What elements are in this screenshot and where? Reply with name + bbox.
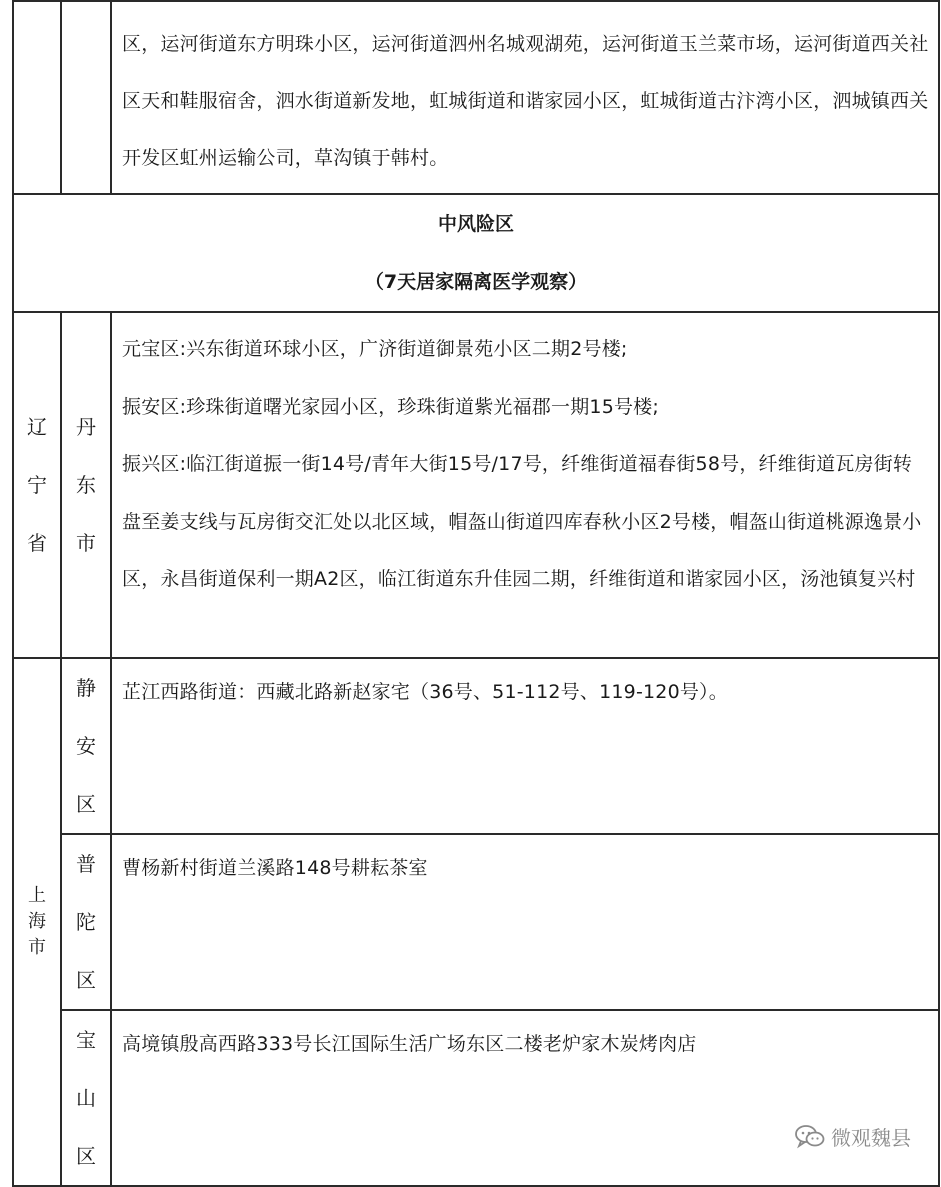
watermark-text: 微观魏县: [831, 1126, 911, 1150]
district-putuo: 普 陀 区: [61, 834, 111, 1010]
section-header-row: [13, 194, 939, 312]
area-line-yuanbao: 元宝区:兴东街道环球小区，广济街道御景苑小区二期2号楼;: [122, 338, 628, 360]
watermark: [795, 1122, 911, 1151]
province-shanghai: 上 海 市: [13, 658, 61, 1186]
wechat-icon: [795, 1124, 825, 1150]
baoshan-areas: 高境镇殷高西路333号长江国际生活广场东区二楼老炉家木炭烤肉店: [111, 1010, 939, 1186]
shanghai-jingan-row: [13, 658, 939, 834]
shanghai-baoshan-row: [13, 1010, 939, 1186]
empty-province-cell: [13, 1, 61, 194]
district-jingan: 静 安 区: [61, 658, 111, 834]
putuo-areas: 曹杨新村街道兰溪路148号耕耘茶室: [111, 834, 939, 1010]
section-header: [13, 194, 939, 312]
continuation-text: 区，运河街道东方明珠小区，运河街道泗州名城观湖苑，运河街道玉兰菜市场，运河街道西关社区天和鞋服宿舍，泗水街道新发地，虹城街道和谐家园小区，虹城街道古汴湾小区，泗城镇西关开发区虹州运输公司，草沟镇于韩村。: [111, 1, 939, 194]
area-line-zhenxing: 振兴区:临江街道振一街14号/青年大街15号/17号，纤维街道福春街58号，纤维街道瓦房街转盘至姜支线与瓦房街交汇处以北区域，帽盔山街道四库春秋小区2号楼，帽盔山街道桃源逸景小区，永昌街道保利一期A2区，临江街道东升佳园二期，纤维街道和谐家园小区，汤池镇复兴村: [122, 453, 922, 590]
area-line-zhenan: 振安区:珍珠街道曙光家园小区，珍珠街道紫光福郡一期15号楼;: [122, 395, 659, 418]
district-baoshan: 宝 山 区: [61, 1010, 111, 1186]
jingan-areas: 芷江西路街道：西藏北路新赵家宅（36号、51-112号、119-120号）。: [111, 658, 939, 834]
dandong-areas: [111, 312, 939, 658]
section-subtitle: （7天居家隔离医学观察）: [364, 271, 588, 293]
risk-area-table: [12, 0, 940, 1187]
continuation-row: [13, 1, 939, 194]
empty-city-cell: [61, 1, 111, 194]
section-title: 中风险区: [437, 213, 514, 235]
province-liaoning: 辽 宁 省: [13, 312, 61, 658]
shanghai-putuo-row: [13, 834, 939, 1010]
city-dandong: 丹 东 市: [61, 312, 111, 658]
liaoning-row: [13, 312, 939, 658]
